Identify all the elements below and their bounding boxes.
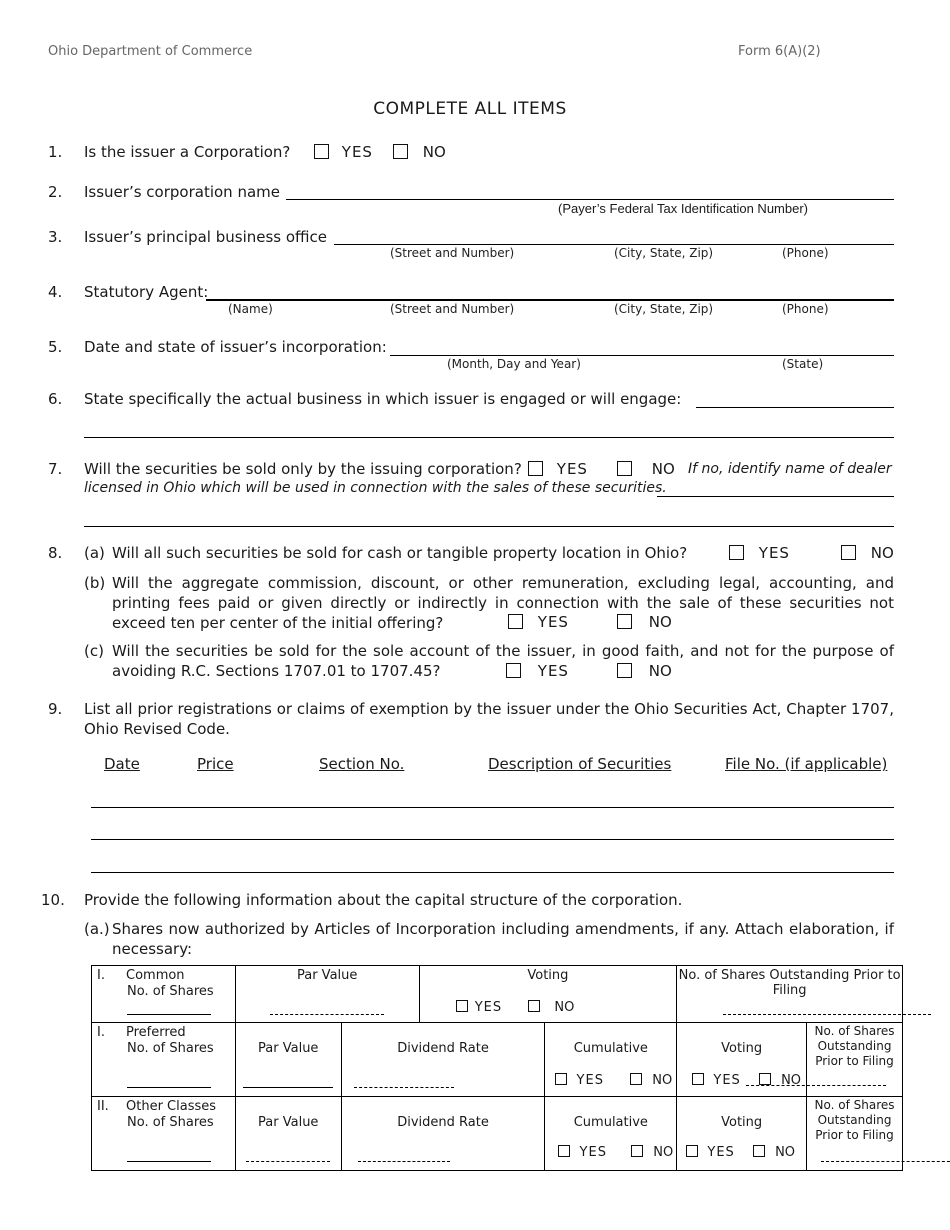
- q9-question: List all prior registrations or claims of exemption by the issuer under the Ohio Securities Act, Chapter 1707, Ohio Revised Code.: [84, 700, 894, 738]
- business-field-line1[interactable]: [696, 407, 894, 408]
- q8a-yes-checkbox[interactable]: [729, 545, 744, 560]
- other-cumulative-no-label: NO: [653, 1145, 674, 1160]
- other-voting-cell: [677, 1097, 807, 1171]
- q10-number: 10.: [41, 891, 65, 909]
- q10a-label: (a.): [84, 920, 110, 938]
- q7-no-checkbox[interactable]: [617, 461, 632, 476]
- q1-yes-label: YES: [341, 143, 373, 161]
- q7-yes-option[interactable]: [528, 460, 588, 478]
- common-shares-cell: [92, 966, 236, 1023]
- q4-number: 4.: [48, 283, 63, 301]
- q8c-no-option[interactable]: [617, 662, 678, 680]
- common-voting-yes-label: YES: [474, 1000, 503, 1015]
- preferred-voting-label: Voting: [721, 1041, 763, 1056]
- other-cumulative-options: [558, 1145, 673, 1160]
- common-row: [92, 966, 903, 1023]
- q7-question: Will the securities be sold only by the issuing corporation?: [84, 460, 522, 478]
- q8b-label: (b): [84, 574, 106, 592]
- q3-phone-caption: (Phone): [782, 246, 829, 260]
- other-par-label: Par Value: [258, 1115, 319, 1130]
- preferred-cumulative-no-checkbox[interactable]: [630, 1073, 642, 1085]
- col-section-no: Section No.: [319, 755, 405, 773]
- q6-number: 6.: [48, 390, 63, 408]
- other-par-cell: [235, 1097, 341, 1171]
- preferred-par-label: Par Value: [258, 1041, 319, 1056]
- col-description: Description of Securities: [488, 755, 672, 773]
- q1-yes-checkbox[interactable]: [314, 144, 329, 159]
- preferred-voting-no-label: NO: [781, 1073, 802, 1088]
- business-field-line2[interactable]: [84, 437, 894, 438]
- preferred-voting-yes-checkbox[interactable]: [692, 1073, 704, 1085]
- q7-no-label: NO: [651, 460, 675, 478]
- preferred-shares-cell: [92, 1023, 236, 1097]
- q7-dealer-note-1: If no, identify name of dealer: [688, 461, 892, 477]
- q8b-yes-label: YES: [537, 613, 569, 631]
- other-cumulative-cell: [545, 1097, 677, 1171]
- preferred-cumulative-yes-checkbox[interactable]: [555, 1073, 567, 1085]
- other-shares-cell: [92, 1097, 236, 1171]
- other-voting-yes-label: YES: [707, 1145, 735, 1160]
- dealer-name-field-line2[interactable]: [84, 526, 894, 527]
- page-title: COMPLETE ALL ITEMS: [373, 99, 567, 119]
- preferred-cumulative-label: Cumulative: [573, 1041, 648, 1056]
- col-file-no: File No. (if applicable): [725, 755, 888, 773]
- other-outstanding-label: No. of Shares Outstanding Prior to Filing: [814, 1098, 895, 1142]
- q3-number: 3.: [48, 228, 63, 246]
- q5-number: 5.: [48, 338, 63, 356]
- common-voting-cell: [419, 966, 677, 1023]
- q8a-no-option[interactable]: [841, 544, 894, 562]
- q7-yes-checkbox[interactable]: [528, 461, 543, 476]
- tax-id-caption: (Payer’s Federal Tax Identification Number): [558, 201, 809, 216]
- q8b-yes-option[interactable]: [505, 613, 569, 631]
- q1-question: Is the issuer a Corporation?: [84, 143, 291, 161]
- q8c-question: Will the securities be sold for the sole account of the issuer, in good faith, and not for the purpose of avoiding R.C. Sections 1707.01 to 1707.45?: [112, 642, 894, 680]
- q8b-no-option[interactable]: [617, 613, 678, 631]
- q4-city-caption: (City, State, Zip): [614, 302, 714, 316]
- common-shares-label: No. of Shares: [127, 984, 214, 999]
- q6-question: State specifically the actual business in which issuer is engaged or will engage:: [84, 390, 682, 408]
- q2-number: 2.: [48, 183, 63, 201]
- q5-state-caption: (State): [782, 357, 824, 371]
- preferred-shares-label: No. of Shares: [127, 1041, 214, 1056]
- q8c-yes-checkbox[interactable]: [506, 663, 521, 678]
- agency-name: Ohio Department of Commerce: [48, 44, 253, 59]
- other-label: Other Classes: [126, 1099, 217, 1114]
- q8a-yes-option[interactable]: [729, 544, 790, 562]
- q8a-question: Will all such securities be sold for cash or tangible property location in Ohio?: [112, 544, 688, 562]
- other-voting-no-checkbox[interactable]: [753, 1145, 765, 1157]
- common-outstanding-field[interactable]: [723, 1014, 931, 1015]
- q8b-no-label: NO: [648, 613, 672, 631]
- common-voting-no-label: NO: [554, 1000, 575, 1015]
- preferred-outstanding-field[interactable]: [746, 1085, 886, 1086]
- q9-number: 9.: [48, 700, 63, 718]
- other-classes-row: [92, 1097, 903, 1171]
- preferred-dividend-field[interactable]: [354, 1087, 454, 1088]
- q4-street-caption: (Street and Number): [390, 302, 515, 316]
- q7-number: 7.: [48, 460, 63, 478]
- other-voting-no-label: NO: [775, 1145, 796, 1160]
- q10-question: Provide the following information about the capital structure of the corporation.: [84, 891, 683, 909]
- q8c-yes-option[interactable]: [503, 662, 569, 680]
- other-voting-label: Voting: [721, 1115, 763, 1130]
- q8a-no-checkbox[interactable]: [841, 545, 856, 560]
- q8c-no-checkbox[interactable]: [617, 663, 632, 678]
- preferred-cumulative-cell: [545, 1023, 677, 1097]
- q5-question: Date and state of issuer’s incorporation:: [84, 338, 387, 356]
- common-par-label: Par Value: [296, 968, 358, 983]
- preferred-roman: I.: [97, 1025, 105, 1040]
- preferred-dividend-label: Dividend Rate: [397, 1041, 489, 1056]
- preferred-par-cell: [235, 1023, 341, 1097]
- col-price: Price: [197, 755, 234, 773]
- q8c-no-label: NO: [648, 662, 672, 680]
- q3-street-caption: (Street and Number): [390, 246, 515, 260]
- other-outstanding-cell: [807, 1097, 903, 1171]
- other-shares-label: No. of Shares: [127, 1115, 214, 1130]
- q4-question: Statutory Agent:: [84, 283, 209, 301]
- incorporation-date-state-field[interactable]: [390, 355, 894, 356]
- other-roman: II.: [97, 1099, 109, 1114]
- common-voting-label: Voting: [527, 968, 569, 983]
- q1-no-checkbox[interactable]: [393, 144, 408, 159]
- q2-question: Issuer’s corporation name: [84, 183, 280, 201]
- registration-row-3[interactable]: [91, 872, 894, 873]
- corporation-name-field[interactable]: [286, 199, 894, 200]
- dealer-name-field-line1[interactable]: [657, 496, 894, 497]
- q1-no-option[interactable]: [393, 143, 446, 161]
- common-shares-field[interactable]: [127, 1014, 211, 1015]
- other-cumulative-yes-label: YES: [579, 1145, 607, 1160]
- common-voting-options: [456, 1000, 575, 1015]
- q8a-yes-label: YES: [758, 544, 790, 562]
- q8a-no-label: NO: [870, 544, 894, 562]
- q1-number: 1.: [48, 143, 63, 161]
- preferred-dividend-cell: [341, 1023, 545, 1097]
- other-voting-options: [686, 1145, 795, 1160]
- preferred-voting-no-checkbox[interactable]: [759, 1073, 771, 1085]
- other-cumulative-yes-checkbox[interactable]: [558, 1145, 570, 1157]
- other-dividend-cell: [341, 1097, 545, 1171]
- other-cumulative-label: Cumulative: [573, 1115, 648, 1130]
- q8c-yes-label: YES: [537, 662, 569, 680]
- preferred-par-field[interactable]: [243, 1087, 333, 1088]
- preferred-cumulative-no-label: NO: [652, 1073, 673, 1088]
- q4-name-caption: (Name): [228, 302, 273, 316]
- q7-dealer-note-2: licensed in Ohio which will be used in connection with the sales of these securities.: [84, 480, 667, 496]
- q7-yes-label: YES: [556, 460, 588, 478]
- common-outstanding-label: No. of Shares Outstanding Prior to Filing: [678, 968, 901, 998]
- q3-question: Issuer’s principal business office: [84, 228, 328, 246]
- common-outstanding-cell: [677, 966, 903, 1023]
- other-par-field[interactable]: [246, 1161, 330, 1162]
- q10a-question: Shares now authorized by Articles of Incorporation including amendments, if any. Attach elaboration, if necessary:: [112, 920, 894, 958]
- other-dividend-field[interactable]: [358, 1161, 450, 1162]
- q3-city-caption: (City, State, Zip): [614, 246, 714, 260]
- other-voting-yes-checkbox[interactable]: [686, 1145, 698, 1157]
- q8a-label: (a): [84, 544, 105, 562]
- q8b-question: Will the aggregate commission, discount, or other remuneration, excluding legal, accounting, and printing fees paid or given directly or indirectly in connection with the sale of these securities not exceed ten per center of the initial offering?: [112, 574, 894, 632]
- common-label: Common: [126, 968, 185, 983]
- preferred-cumulative-yes-label: YES: [576, 1073, 604, 1088]
- other-shares-field[interactable]: [127, 1161, 211, 1162]
- q5-date-caption: (Month, Day and Year): [447, 357, 581, 371]
- preferred-label: Preferred: [126, 1025, 186, 1040]
- q7-no-option[interactable]: [617, 460, 675, 478]
- preferred-voting-yes-label: YES: [713, 1073, 741, 1088]
- registration-row-1[interactable]: [91, 807, 894, 808]
- q8b-no-checkbox[interactable]: [617, 614, 632, 629]
- common-voting-yes-checkbox[interactable]: [456, 1000, 468, 1012]
- col-date: Date: [104, 755, 140, 773]
- common-voting-no-checkbox[interactable]: [528, 1000, 540, 1012]
- common-roman: I.: [97, 968, 105, 983]
- form-number: Form 6(A)(2): [738, 44, 821, 59]
- common-par-cell: [235, 966, 419, 1023]
- business-office-field[interactable]: [334, 244, 894, 245]
- other-outstanding-field[interactable]: [821, 1161, 950, 1162]
- q1-yes-option[interactable]: [314, 143, 373, 161]
- preferred-cumulative-options: [555, 1073, 672, 1088]
- capital-structure-table: [91, 965, 903, 1171]
- common-par-field[interactable]: [270, 1014, 384, 1015]
- registration-row-2[interactable]: [91, 839, 894, 840]
- preferred-outstanding-label: No. of Shares Outstanding Prior to Filing: [814, 1024, 895, 1068]
- preferred-shares-field[interactable]: [127, 1087, 211, 1088]
- q8c-label: (c): [84, 642, 104, 660]
- q4-phone-caption: (Phone): [782, 302, 829, 316]
- statutory-agent-field[interactable]: [206, 299, 894, 301]
- other-cumulative-no-checkbox[interactable]: [631, 1145, 643, 1157]
- q1-no-label: NO: [422, 143, 446, 161]
- q8-number: 8.: [48, 544, 63, 562]
- q8b-yes-checkbox[interactable]: [508, 614, 523, 629]
- other-dividend-label: Dividend Rate: [397, 1115, 489, 1130]
